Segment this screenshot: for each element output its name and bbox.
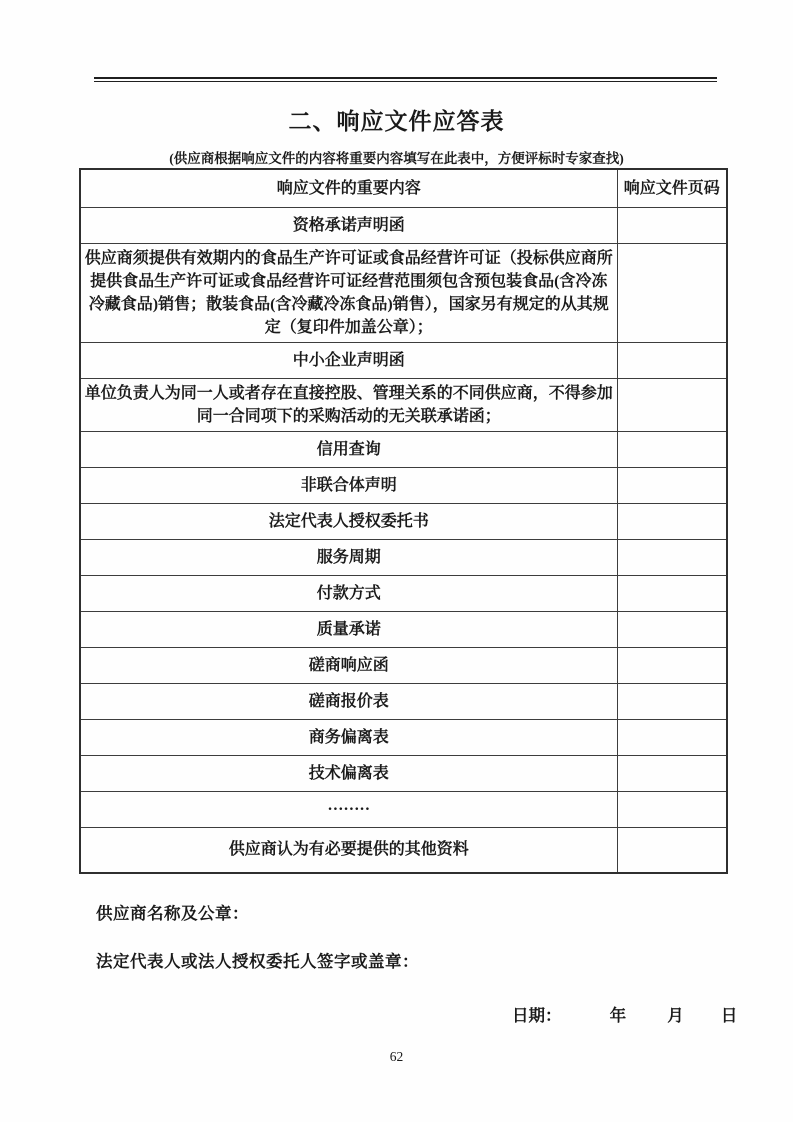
page-title: 二、响应文件应答表 xyxy=(288,109,505,134)
row-page-number-cell xyxy=(617,791,727,827)
table-body xyxy=(80,207,727,873)
date-day-label: 日 xyxy=(720,1006,738,1025)
row-content-cell: 技术偏离表 xyxy=(80,755,617,791)
header-double-rule xyxy=(94,77,717,82)
date-label: 日期： xyxy=(512,1006,562,1025)
legal-representative-signature-label: 法定代表人或法人授权委托人签字或盖章： xyxy=(96,952,419,971)
table-row xyxy=(80,243,727,342)
row-page-number-cell xyxy=(617,431,727,467)
row-content-cell: 供应商认为有必要提供的其他资料 xyxy=(80,827,617,873)
table-row xyxy=(80,683,727,719)
row-page-number-cell xyxy=(617,539,727,575)
row-page-number-cell xyxy=(617,503,727,539)
row-page-number-cell xyxy=(617,575,727,611)
table-row xyxy=(80,467,727,503)
row-page-number-cell xyxy=(617,243,727,342)
page-subtitle: (供应商根据响应文件的内容将重要内容填写在此表中，方便评标时专家查找) xyxy=(169,151,624,166)
column-header-page-number: 响应文件页码 xyxy=(617,169,727,207)
table-row xyxy=(80,431,727,467)
row-content-cell: 商务偏离表 xyxy=(80,719,617,755)
row-page-number-cell xyxy=(617,683,727,719)
table-row xyxy=(80,207,727,243)
row-content-cell: 服务周期 xyxy=(80,539,617,575)
column-header-content: 响应文件的重要内容 xyxy=(80,169,617,207)
date-line xyxy=(512,1002,737,1026)
table-row xyxy=(80,575,727,611)
row-page-number-cell xyxy=(617,611,727,647)
row-page-number-cell xyxy=(617,755,727,791)
row-content-cell: 供应商须提供有效期内的食品生产许可证或食品经营许可证（投标供应商所提供食品生产许可证或食品经营许可证经营范围须包含预包装食品(含冷冻冷藏食品)销售；散装食品(含冷藏冷冻食品)销售），国家另有规定的从其规定（复印件加盖公章）； xyxy=(80,243,617,342)
table-row xyxy=(80,827,727,873)
row-page-number-cell xyxy=(617,467,727,503)
table-row xyxy=(80,755,727,791)
row-page-number-cell xyxy=(617,207,727,243)
row-content-cell: ········ xyxy=(80,791,617,827)
date-month-label: 月 xyxy=(667,1006,684,1025)
row-content-cell: 磋商响应函 xyxy=(80,647,617,683)
table-header-row xyxy=(80,169,727,207)
row-content-cell: 磋商报价表 xyxy=(80,683,617,719)
row-page-number-cell xyxy=(617,342,727,378)
response-answer-table xyxy=(79,168,728,874)
row-content-cell: 法定代表人授权委托书 xyxy=(80,503,617,539)
table-row xyxy=(80,503,727,539)
row-content-cell: 单位负责人为同一人或者存在直接控股、管理关系的不同供应商，不得参加同一合同项下的采购活动的无关联承诺函； xyxy=(80,378,617,431)
table-row xyxy=(80,611,727,647)
row-content-cell: 非联合体声明 xyxy=(80,467,617,503)
table-row xyxy=(80,647,727,683)
row-content-cell: 中小企业声明函 xyxy=(80,342,617,378)
row-page-number-cell xyxy=(617,827,727,873)
page-number: 62 xyxy=(389,1049,404,1064)
row-content-cell: 付款方式 xyxy=(80,575,617,611)
table-row xyxy=(80,719,727,755)
table-row xyxy=(80,539,727,575)
date-year-label: 年 xyxy=(609,1006,627,1025)
row-page-number-cell xyxy=(617,378,727,431)
row-content-cell: 信用查询 xyxy=(80,431,617,467)
supplier-name-seal-label: 供应商名称及公章： xyxy=(96,904,249,923)
table-row xyxy=(80,791,727,827)
table-row xyxy=(80,378,727,431)
row-content-cell: 质量承诺 xyxy=(80,611,617,647)
table-row xyxy=(80,342,727,378)
row-page-number-cell xyxy=(617,719,727,755)
row-page-number-cell xyxy=(617,647,727,683)
row-content-cell: 资格承诺声明函 xyxy=(80,207,617,243)
